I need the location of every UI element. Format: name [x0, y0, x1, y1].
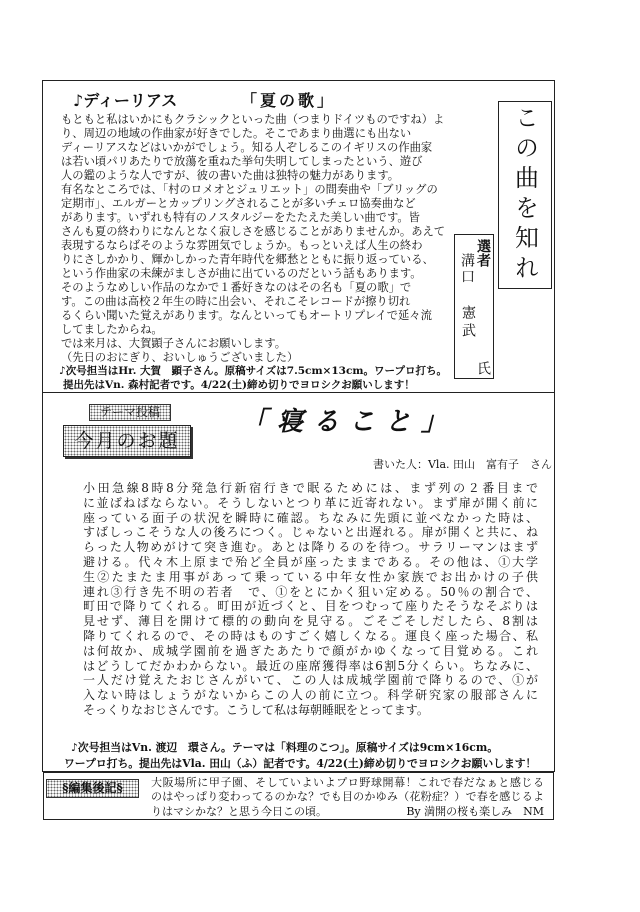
article-line: 生②たまたま用事があって乗っている中年女性か家族でお出かけの子供 — [83, 569, 538, 584]
article-line: 一人だけ覚えたおじさんがいて、この人は成城学園前で降りるので、①が — [83, 673, 538, 688]
selector-heading: 選者 — [475, 239, 491, 267]
article-line: り、周辺の地域の作曲家が好きでした。そこであまり曲選にも出ない — [61, 127, 412, 140]
article-line: してましたからね。 — [61, 323, 163, 336]
article-line: はどうしてだかわからない。最近の座席獲得率は6割5分くらい。ちなみに、 — [83, 658, 538, 673]
theme-article-body — [83, 481, 538, 718]
article-line: ディーリアスなどはいかがでしょう。知る人ぞしるこのイギリスの作曲家 — [61, 141, 433, 154]
article-line: さんも夏の終わりになんとなく寂しさを感じることがありませんか。あえて — [61, 225, 446, 238]
article-line: 入ない時はしょうがないからこの人の前に立つ。科学研究家の服部さんに — [83, 688, 538, 703]
article-line: 連れ③行き先不明の若者 で、①をとにかく狙い定める。50％の割合で、 — [83, 584, 538, 599]
selector-family-name: 溝口 — [459, 253, 475, 285]
column-name: この曲を知れ — [510, 105, 539, 285]
editors-note-label: §編集後記§ — [46, 779, 139, 798]
article-line: す。この曲は高校２年生の時に出会い、それこそレコードが擦り切れ — [61, 295, 411, 308]
article-line: に並ばねばならない。そうしないとつり革に近寄れない。まず扉が開く前に — [83, 495, 538, 510]
article-line: 人の鑑のような人ですが、彼の書いた曲は独特の魅力があります。 — [61, 169, 400, 182]
theme-article-section — [42, 392, 555, 772]
column-body — [61, 113, 451, 365]
article-line: 町田で降りてくれる。町田が近づくと、目をつむって座りたそうなそぶりは — [83, 599, 538, 614]
editors-note-body — [151, 776, 544, 819]
note-last-line — [151, 805, 544, 819]
article-line: 見せず、薄目を開けて標的の動向を見守る。ごそごそしだしたら、8割は — [83, 614, 538, 629]
selector-box — [454, 234, 494, 379]
article-line: りにさしかかり、輝かしかった青年時代を郷愁とともに振り返っている、 — [61, 253, 434, 266]
theme-heading: 今月のお題 — [63, 425, 191, 457]
column-name-box — [498, 101, 552, 289]
author-line: 書いた人：Vla. 田山 富有子 さん — [372, 458, 552, 471]
column-title: ♪ディーリアス — [73, 91, 178, 110]
next-issue-note: ♪次号担当はHr. 大賀 顕子さん。原稿サイズは7.5cm×13cm。ワープロ打ち。 — [59, 365, 447, 377]
editors-note-section — [43, 772, 554, 820]
piece-title: 「夏の歌」 — [241, 91, 337, 110]
article-line: すばしっこそうな人の後ろにつく。じゃないと出遅れる。扉が開くと共に、ね — [83, 525, 538, 540]
article-line: そのようなめしい作品のなかで１番好きなのはその名も「夏の歌」で — [61, 281, 412, 294]
article-line: 避ける。代々木上原まで殆ど全員が座ったままである。その他は、①大学 — [83, 554, 538, 569]
music-column-section — [42, 80, 555, 393]
article-line: 表現するならばそのような雰囲気でしょうか。もっといえば人生の終わ — [61, 239, 423, 252]
article-line: 降りてくれるので、その時はものすごく嬉しくなる。運良く座った場合、私 — [83, 628, 538, 643]
article-line: 小田急線8時8分発急行新宿行きで眠るためには、まず列の２番目まで — [83, 481, 538, 495]
article-line: という作曲家の未練がましさが曲に出ているのだという話もあります。 — [61, 267, 422, 280]
article-line: そっくりなおじさんです。こうして私は毎朝睡眠をとってます。 — [83, 702, 429, 717]
article-line: （先日のおにぎり、おいしゅうございました） — [61, 351, 299, 364]
theme-title: 「寝ること」 — [241, 407, 458, 437]
note-line: りはマシかな？と思う今日この頃。 — [151, 804, 327, 818]
note-signature: By 満開の桜も楽しみ NM — [406, 804, 544, 818]
article-line: 有名なところでは、「村のロメオとジュリエット」の間奏曲や「ブリッグの — [61, 183, 438, 196]
article-line: もともと私はいかにもクラシックといった曲（つまりドイツものですね）よ — [61, 113, 445, 126]
theme-tag: テーマ投稿 — [89, 404, 171, 421]
note-line: のはやっぱり変わってるのかな？でも目のかゆみ（花粉症？）で春を感じるよ — [151, 790, 544, 804]
article-line: 定期市」、エルガーとカップリングされることが多いチェロ協奏曲など — [61, 197, 416, 210]
note-line: 大阪場所に甲子園、そしていよいよプロ野球開幕！これで春だなぁと感じる — [151, 776, 544, 789]
article-line: は何故か、成城学園前を過ぎたあたりで顔がかゆくなって目覚める。これ — [83, 643, 538, 658]
submission-note: ワープロ打ち。提出先はVla. 田山（ふ）記者です。4/22(土)締め切りでヨロシクお願いします！ — [64, 757, 537, 770]
article-line: があります。いずれも特有のノスタルジーをたたえた美しい曲です。皆 — [61, 211, 420, 224]
submission-note: 提出先はVn. 森村記者です。4/22(土)締め切りでヨロシクお願いします！ — [63, 379, 415, 391]
article-line: らった人物めがけて突き進む。あとは降りるのを待つ。サラリーマンはまず — [83, 540, 538, 555]
article-line: では来月は、大賀顕子さんにお願いします。 — [61, 337, 287, 350]
selector-honorific: 氏 — [475, 361, 491, 375]
article-line: 座っている面子の状況を瞬時に確認。ちなみに先頭に並べなかった時は、 — [83, 510, 538, 525]
article-line: るくらい聞いた覚えがあります。なんといってもオートリプレイで延々流 — [61, 309, 432, 322]
article-line: は若い頃パリあたりで放蕩を重ねた挙句失明してしまったという、遊び — [61, 155, 423, 168]
selector-given-name: 憲武 — [460, 305, 476, 341]
next-issue-note: ♪次号担当はVn. 渡辺 環さん。テーマは「料理のこつ」。原稿サイズは9cm×16cm。 — [71, 741, 499, 754]
